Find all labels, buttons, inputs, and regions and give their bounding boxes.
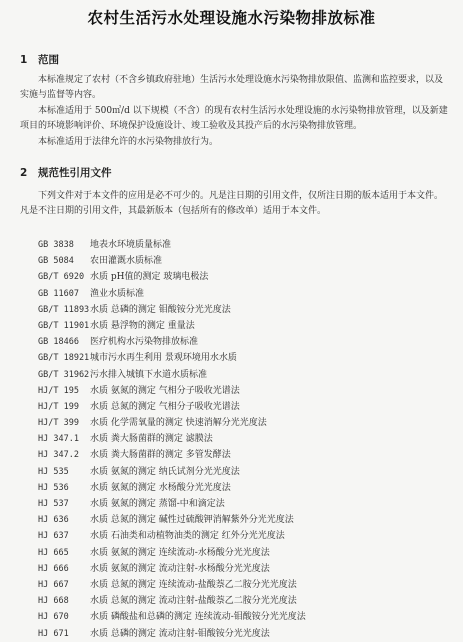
reference-title: 水质 氨氮的测定 蒸馏-中和滴定法: [90, 499, 225, 509]
reference-code: GB 3838: [38, 240, 74, 250]
reference-item: [38, 577, 453, 593]
reference-item: [38, 415, 453, 431]
reference-code: GB/T 31962: [38, 369, 90, 380]
reference-title: 水质 氨氮的测定 连续流动-水杨酸分光光度法: [90, 547, 270, 558]
reference-list: [38, 237, 453, 642]
reference-code: GB 5084: [38, 256, 74, 267]
reference-code: HJ 535: [38, 466, 69, 477]
section-1-paragraph: 本标准适用于 500㎥/d 以下规模（不含）的现有农村生活污水处理设施的水污染物排放管理，以及新建项目的环境影响评价、环境保护设施设计、竣工验收及其投产后的水污染物排放管理。: [20, 106, 448, 131]
section-1-paragraph: 本标准规定了农村（不含乡镇政府驻地）生活污水处理设施水污染物排放限值、监测和监控要求，以及实施与监督等内容。: [20, 75, 444, 100]
reference-title: 医疗机构水污染物排放标准: [90, 337, 199, 348]
reference-item: [38, 480, 453, 496]
reference-title: 水质 石油类和动植物油类的测定 红外分光光度法: [90, 531, 285, 542]
section-1-number: 1: [20, 54, 28, 66]
reference-title: 水质 总磷的测定 流动注射-钼酸铵分光光度法: [90, 628, 270, 639]
reference-item: [38, 286, 453, 302]
reference-item: [38, 512, 453, 528]
reference-item: [38, 609, 453, 625]
reference-title: 城市污水再生利用 景观环境用水水质: [90, 353, 237, 364]
reference-item: [38, 383, 453, 399]
reference-item: [38, 350, 453, 366]
reference-code: GB/T 6920: [38, 272, 85, 283]
reference-item: [38, 593, 453, 609]
reference-code: HJ 636: [38, 515, 69, 526]
reference-code: GB/T 18921: [38, 353, 90, 364]
reference-item: [38, 302, 453, 318]
reference-title: 水质 总氮的测定 流动注射-盐酸萘乙二胺分光光度法: [90, 596, 297, 607]
reference-title: 水质 粪大肠菌群的测定 多管发酵法: [90, 450, 231, 461]
reference-item: [38, 561, 453, 577]
reference-item: [38, 626, 453, 642]
reference-code: HJ 666: [38, 563, 69, 574]
reference-item: [38, 253, 453, 269]
reference-title: 水质 氨氮的测定 水杨酸分光光度法: [90, 482, 231, 493]
section-1-heading: [20, 52, 59, 67]
reference-item: [38, 399, 453, 415]
reference-title: 地表水环境质量标准: [90, 240, 172, 250]
reference-title: 水质 化学需氧量的测定 快速消解分光光度法: [90, 418, 267, 429]
reference-code: GB/T 11893: [38, 304, 90, 315]
reference-title: 水质 氨氮的测定 纳氏试剂分光光度法: [90, 466, 240, 477]
reference-code: HJ 665: [38, 547, 69, 558]
reference-code: HJ/T 399: [38, 418, 79, 429]
section-2-number: 2: [20, 167, 28, 179]
section-1-paragraph: 本标准适用于法律允许的水污染物排放行为。: [38, 137, 219, 147]
reference-title: 渔业水质标准: [90, 288, 145, 299]
reference-item: [38, 545, 453, 561]
section-2-intro: 下列文件对于本文件的应用是必不可少的。凡是注日期的引用文件，仅所注日期的版本适用于本文件。凡是不注日期的引用文件，其最新版本（包括所有的修改单）适用于本文件。: [20, 191, 444, 216]
reference-item: [38, 367, 453, 383]
reference-title: 水质 悬浮物的测定 重量法: [90, 320, 195, 331]
reference-item: [38, 269, 453, 285]
reference-code: GB/T 11901: [38, 320, 90, 331]
reference-title: 水质 pH值的测定 玻璃电极法: [90, 272, 209, 283]
reference-title: 水质 总氮的测定 碱性过硫酸钾消解紫外分光光度法: [90, 515, 294, 526]
reference-item: [38, 496, 453, 512]
reference-title: 农田灌溉水质标准: [90, 256, 163, 267]
reference-title: 水质 氨氮的测定 气相分子吸收光谱法: [90, 385, 240, 396]
reference-code: GB 11607: [38, 288, 79, 299]
reference-title: 水质 总氮的测定 连续流动-盐酸萘乙二胺分光光度法: [90, 579, 297, 590]
reference-code: HJ 671: [38, 628, 69, 639]
reference-title: 水质 粪大肠菌群的测定 滤膜法: [90, 434, 213, 445]
reference-item: [38, 528, 453, 544]
reference-code: GB 18466: [38, 337, 79, 348]
reference-title: 水质 总磷的测定 钼酸铵分光光度法: [90, 304, 231, 315]
reference-code: HJ 347.1: [38, 434, 79, 445]
reference-code: HJ/T 195: [38, 385, 79, 396]
reference-item: [38, 318, 453, 334]
reference-item: [38, 447, 453, 463]
reference-code: HJ/T 199: [38, 401, 79, 412]
reference-item: [38, 431, 453, 447]
reference-item: [38, 464, 453, 480]
section-2-heading: [20, 165, 112, 180]
reference-title: 水质 磷酸盐和总磷的测定 连续流动-钼酸铵分光光度法: [90, 612, 306, 623]
reference-title: 污水排入城镇下水道水质标准: [90, 369, 208, 380]
reference-item: [38, 334, 453, 350]
reference-code: HJ 667: [38, 579, 69, 590]
reference-code: HJ 668: [38, 596, 69, 607]
reference-code: HJ 536: [38, 482, 69, 493]
reference-title: 水质 氨氮的测定 流动注射-水杨酸分光光度法: [90, 563, 270, 574]
reference-title: 水质 总氮的测定 气相分子吸收光谱法: [90, 401, 240, 412]
reference-code: HJ 537: [38, 499, 69, 509]
reference-code: HJ 637: [38, 531, 69, 542]
section-2-title: 规范性引用文件: [38, 167, 112, 179]
section-1-title: 范围: [38, 54, 59, 66]
reference-code: HJ 670: [38, 612, 69, 623]
document-title: 农村生活污水处理设施水污染物排放标准: [87, 9, 376, 27]
reference-item: [38, 237, 453, 253]
reference-code: HJ 347.2: [38, 450, 79, 461]
